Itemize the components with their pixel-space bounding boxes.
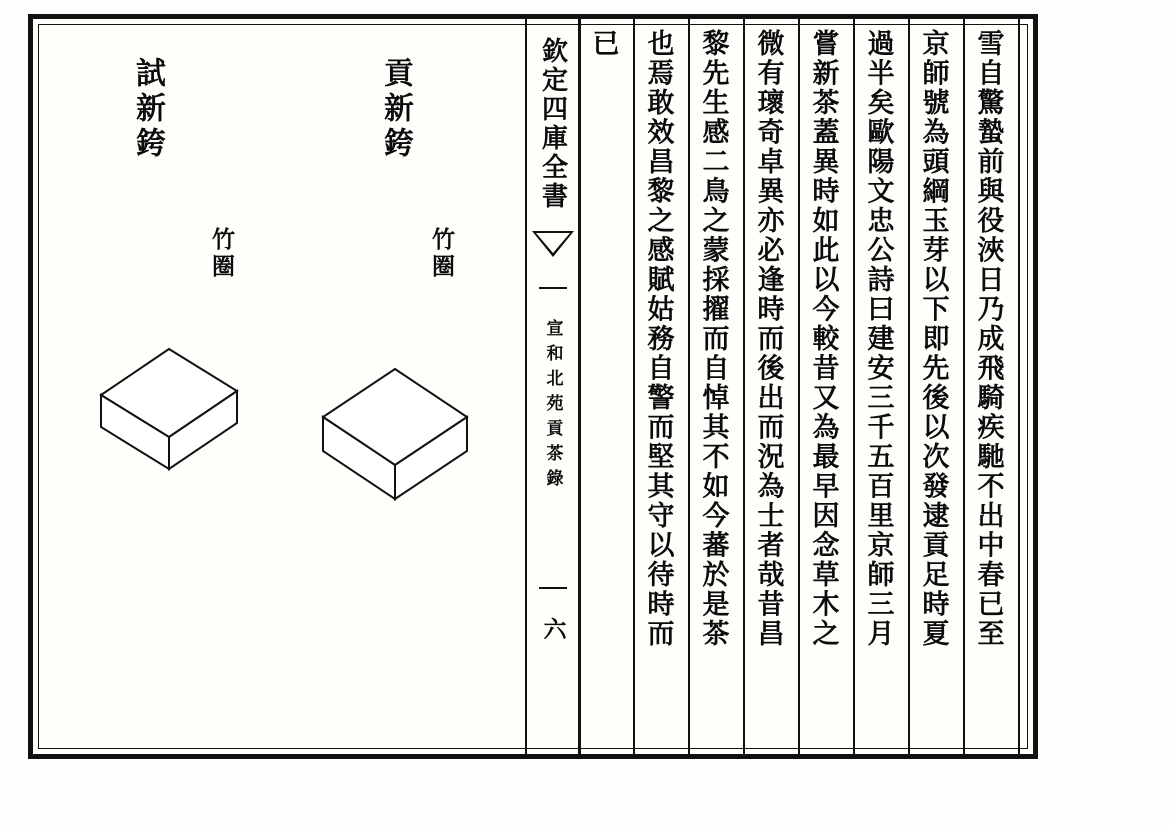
text-column-1: 雪自驚蟄前與役浹日乃成飛騎疾馳不出中春已至 bbox=[972, 29, 1004, 649]
text-column-2: 京師號為頭綱玉芽以下即先後以次發逮貢足時夏 bbox=[917, 29, 949, 649]
figure-right-caption: 貢新銙 bbox=[378, 57, 413, 162]
text-column-8: 已 bbox=[587, 29, 619, 59]
column-rule bbox=[633, 19, 635, 754]
column-rule bbox=[1018, 19, 1020, 754]
fold-rule-right bbox=[525, 19, 527, 754]
text-column-7: 也焉敢效昌黎之感賦姑務自警而堅其守以待時而 bbox=[642, 29, 674, 649]
fold-fish-tail-mark-inner bbox=[536, 233, 570, 253]
figure-right-cube bbox=[315, 349, 475, 549]
column-rule bbox=[743, 19, 745, 754]
center-fold-strip bbox=[525, 19, 581, 754]
page-number: 六 bbox=[539, 617, 567, 640]
fold-divider-upper bbox=[539, 287, 567, 289]
fold-rule-left bbox=[579, 19, 581, 754]
text-column-6: 黎先生感二鳥之蒙採擢而自悼其不如今蕃於是茶 bbox=[697, 29, 729, 649]
column-rule bbox=[908, 19, 910, 754]
text-column-5: 微有瓌奇卓異亦必逢時而後出而況為士者哉昔昌 bbox=[752, 29, 784, 649]
fold-series-title: 欽定四庫全書 bbox=[537, 37, 568, 211]
page-frame bbox=[28, 14, 1038, 759]
figure-left-sub-caption: 竹圈 bbox=[208, 227, 235, 281]
fold-work-subtitle: 宣和北苑貢茶錄 bbox=[542, 319, 563, 494]
figure-left-caption: 試新銙 bbox=[130, 57, 165, 162]
column-rule bbox=[853, 19, 855, 754]
column-rule bbox=[963, 19, 965, 754]
column-rule bbox=[798, 19, 800, 754]
fold-divider-lower bbox=[539, 587, 567, 589]
text-column-4: 嘗新茶蓋異時如此以今較昔又為最早因念草木之 bbox=[807, 29, 839, 649]
column-rule bbox=[688, 19, 690, 754]
text-column-3: 過半矣歐陽文忠公詩曰建安三千五百里京師三月 bbox=[862, 29, 894, 649]
figure-right-sub-caption: 竹圈 bbox=[428, 227, 455, 281]
figure-left-cube bbox=[91, 329, 251, 519]
